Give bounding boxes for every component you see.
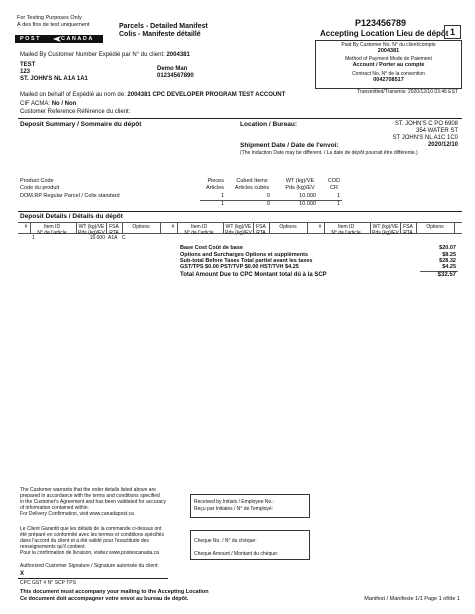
mailed-by-number: 2004381 — [166, 52, 190, 58]
gst-line: CPC GST # N° SCP TPS — [20, 580, 76, 586]
document-title-fr: Colis - Manifeste détaillé — [119, 31, 201, 38]
signature-label: Authorized Customer Signature / Signature autorisée du client: — [20, 563, 159, 569]
details-column-divider — [177, 222, 178, 233]
contact-name: Demo Man — [157, 66, 188, 72]
logo-arrow-icon — [53, 36, 61, 42]
options-label: Options and Surcharges Options et suppléments — [180, 252, 309, 258]
details-col-options: Options — [279, 224, 297, 230]
payment-method-value: Account / Porter au compte — [352, 62, 425, 68]
payment-method-label: Method of Payment Mode de Paiement — [345, 56, 432, 62]
col-product-code: Product Code Code du produit — [20, 178, 60, 191]
details-column-divider — [454, 222, 455, 233]
details-column-divider — [400, 222, 401, 233]
col-cubed-items: Cubed Items Articles cubés — [234, 178, 270, 191]
product-total-cod: 1 — [336, 201, 340, 207]
product-total-pieces: 1 — [220, 201, 224, 207]
details-col-weight: WT (kg)/VE Pds (kg)/EV — [372, 224, 399, 236]
details-col-hash: # — [171, 224, 175, 230]
contract-label: Contract No. N° de la convention — [352, 71, 425, 77]
details-column-divider — [76, 222, 77, 233]
deposit-summary-heading: Deposit Summary / Sommaire du dépôt — [20, 121, 142, 128]
subtotal-value: $28.32 — [439, 258, 456, 264]
transmitted-timestamp: Transmitted/Transmis: 2020/12/10 03:46 EST — [357, 89, 458, 95]
details-column-divider — [370, 222, 371, 233]
cif-line: CIF ACMA: No / Non — [20, 101, 77, 107]
product-total-weight: 10.000 — [299, 201, 316, 207]
details-column-divider — [106, 222, 107, 233]
cif-value: No / Non — [51, 101, 77, 107]
product-row-cubed: 0 — [266, 193, 270, 199]
details-header-top — [18, 222, 462, 223]
customer-reference-label: Customer Reference Référence du client: — [20, 109, 131, 115]
details-col-fsa: FSA RTA — [109, 224, 119, 236]
tax-label: GST/TPS $0.00 PST/TVP $0.00 HST/TVH $4.25 — [180, 264, 299, 270]
details-col-options: Options — [426, 224, 444, 230]
mailer-city: ST. JOHN'S NL A1A 1A1 — [20, 76, 88, 82]
details-column-divider — [253, 222, 254, 233]
signature-x[interactable]: X — [20, 571, 25, 577]
details-col-hash: # — [318, 224, 322, 230]
details-column-divider — [269, 222, 270, 233]
details-col-hash: # — [24, 224, 28, 230]
shipment-date-label: Shipment Date / Date de l'envoi: — [240, 142, 339, 149]
details-top-rule — [18, 211, 462, 212]
options-value: $8.25 — [442, 252, 456, 258]
cheque-number-label: Cheque No. / N° du chèque: — [194, 538, 257, 544]
on-behalf-line: Mailed on behalf of Expédié au nom de: 2004381 CPC DEVELOPER PROGRAM TEST ACCOUNT — [20, 92, 286, 98]
product-row-cod: 1 — [336, 193, 340, 199]
details-column-divider — [223, 222, 224, 233]
details-row-options: C — [122, 235, 126, 241]
details-col-fsa: FSA RTA — [256, 224, 266, 236]
paid-by-number: 2004381 — [377, 48, 400, 54]
product-total-cubed: 0 — [266, 201, 270, 207]
details-col-item-id: Item ID N° de l'article — [184, 224, 214, 236]
details-col-options: Options — [132, 224, 150, 230]
subtotal-label: Sub-total Before Taxes Total partiel avant les taxes — [180, 258, 313, 264]
product-row-pieces: 1 — [220, 193, 224, 199]
total-label: Total Amount Due to CPC Montant total dû à la SCP — [180, 272, 327, 278]
received-by-label-fr: Reçu par Initiales / N° de l'employé: — [194, 506, 274, 512]
induction-date-note: (The Induction Date may be different. / La date de dépôt pourrait être différente.) — [240, 150, 418, 156]
base-cost-label: Base Cost Coût de base — [180, 245, 243, 251]
canada-post-logo — [15, 35, 103, 43]
details-col-weight: WT (kg)/VE Pds (kg)/EV — [78, 224, 105, 236]
details-col-item-id: Item ID N° de l'article — [331, 224, 361, 236]
shipment-date: 2020/12/10 — [427, 142, 458, 148]
page-box: 1 — [444, 25, 461, 39]
summary-top-rule — [18, 118, 462, 119]
logo-text-canada: CANADA — [60, 36, 94, 42]
accompany-notice-en: This document must accompany your mailing to the Accepting Location — [20, 589, 209, 595]
accepting-location-label: Accepting Location Lieu de dépôt — [320, 29, 449, 38]
testing-notice-en: For Testing Purposes Only — [17, 15, 82, 21]
warranty-text-en: The Customer warrants that the order details listed above are prepared in accordance with the terms and conditions specified in the Customer's Agreement and has been validated for accuracy of information contained within. For Delivery Confirmation, visit www.canadapost.ca — [20, 487, 167, 517]
accompany-notice-fr: Ce document doit accompagner votre envoi au bureau de dépôt. — [20, 596, 189, 602]
details-col-item-id: Item ID N° de l'article — [37, 224, 67, 236]
signature-line — [18, 578, 168, 579]
details-column-divider — [416, 222, 417, 233]
received-by-label: Received by Initials / Employee No.: — [194, 499, 275, 505]
details-column-divider — [307, 222, 308, 233]
on-behalf-value: 2004381 CPC DEVELOPER PROGRAM TEST ACCOUNT — [127, 92, 286, 98]
page-info: Manifest / Manifeste 1/1 Page 1 of/de 1 — [364, 596, 460, 602]
deposit-details-heading: Deposit Details / Détails du dépôt — [20, 213, 123, 220]
col-pieces: Pieces Articles — [205, 178, 224, 191]
details-col-fsa: FSA RTA — [403, 224, 413, 236]
col-weight: WT (kg)/VE Pds (kg)/EV — [285, 178, 315, 191]
warranty-text-fr: Le Client Garantit que les détails de la commande ci-dessus ont été préparé en conformité avec les termes et conditions spécifiés dans l'accord du client et a été validé pour l'exactitude des renseignements qu'il contient. Pour la confirmation de livraison, visitez www.postescanada.ca — [20, 526, 164, 556]
product-row-weight: 10.000 — [299, 193, 316, 199]
tax-value: $4.25 — [442, 264, 456, 270]
contact-phone: 01234567890 — [157, 73, 194, 79]
location-line-3: ST JOHN'S NL A1C 1C0 — [392, 135, 458, 141]
manifest-number: P123456789 — [355, 18, 407, 28]
location-line-1: ST. JOHN'S C PO 6908 — [394, 121, 458, 127]
testing-notice-fr: À des fins de test uniquement — [17, 22, 90, 28]
product-row-name: DOM.RP Regular Parcel / Colis standard — [20, 193, 120, 199]
details-row-weight: 10.000 — [89, 235, 105, 241]
mailer-name: TEST — [20, 62, 36, 68]
details-column-divider — [160, 222, 161, 233]
mailer-street: 123 — [20, 69, 31, 75]
base-cost-value: $20.07 — [439, 245, 456, 251]
total-value: $32.57 — [437, 272, 456, 278]
mailed-by-label: Mailed By Customer Number Expédié par N° du client: 2004381 — [20, 52, 190, 58]
details-column-divider — [30, 222, 31, 233]
details-col-weight: WT (kg)/VE Pds (kg)/EV — [225, 224, 252, 236]
logo-text-post: POST — [20, 36, 41, 42]
location-line-2: 354 WATER ST — [415, 128, 458, 134]
document-title-en: Parcels - Detailed Manifest — [119, 23, 208, 30]
details-row-num: 1 — [32, 235, 35, 241]
location-label: Location / Bureau: — [240, 121, 298, 128]
col-cod: COD CR — [327, 178, 341, 191]
contract-number: 0042708517 — [373, 77, 404, 83]
cheque-amount-label: Cheque Amount / Montant du chèque: — [194, 551, 279, 557]
details-column-divider — [122, 222, 123, 233]
details-column-divider — [324, 222, 325, 233]
paid-by-label: Paid By Customer No. N° du client/compte — [341, 42, 436, 48]
details-row-fsa: A1A — [108, 235, 118, 241]
